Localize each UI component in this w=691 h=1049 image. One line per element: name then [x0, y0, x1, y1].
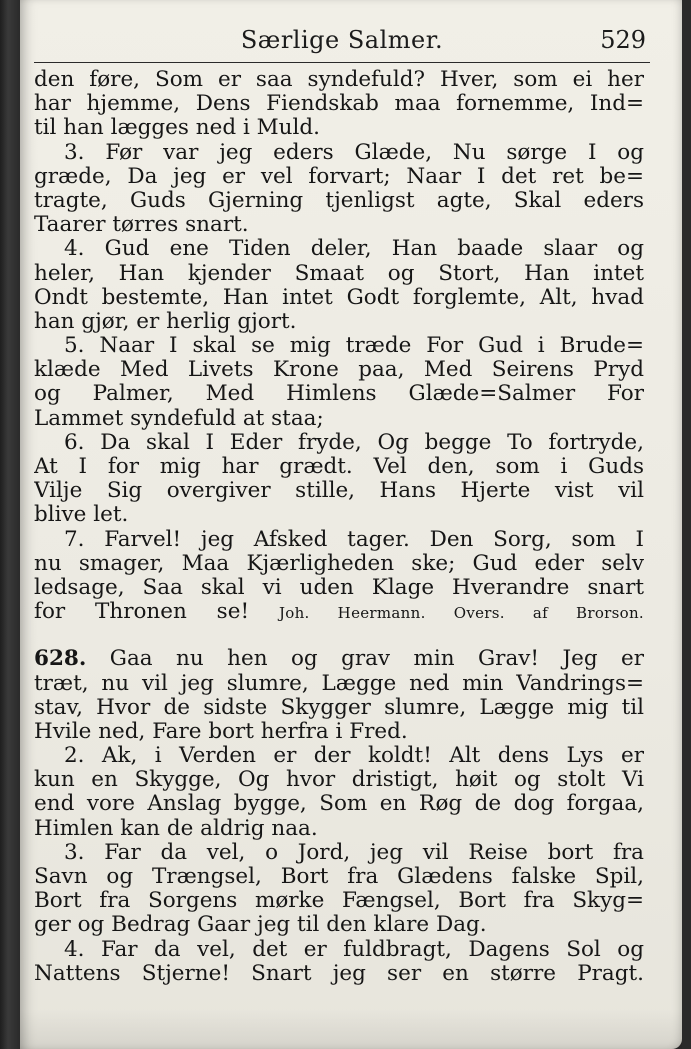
verse-3-line: 3. Før var jeg eders Glæde, Nu sørge I og — [64, 140, 644, 165]
text-line: har hjemme, Dens Fiendskab maa fornemme, Ind= — [34, 92, 644, 117]
text-line: Vilje Sig overgiver stille, Hans Hjerte vist vil — [34, 479, 644, 504]
book-page — [20, 0, 682, 1049]
text-line: og Palmer, Med Himlens Glæde=Salmer For — [34, 382, 644, 407]
verse-4-line: 4. Far da vel, det er fuldbragt, Dagens Sol og — [64, 937, 644, 962]
text-line: stav, Hvor de sidste Skygger slumre, Lægge mig til — [34, 695, 644, 720]
text-line: Bort fra Sorgens mørke Fængsel, Bort fra Skyg= — [34, 889, 644, 914]
text-line: den føre, Som er saa syndefuld? Hver, som ei her — [34, 68, 644, 92]
text-line: kun en Skygge, Og hvor dristigt, høit og stolt Vi — [34, 768, 644, 793]
text-line: tragte, Guds Gjerning tjenligst agte, Skal eders — [34, 188, 644, 213]
hymn-first-line — [34, 647, 644, 671]
text-line: ledsage, Saa skal vi uden Klage Hverandre snart — [34, 575, 644, 600]
text-line: Hvile ned, Fare bort herfra i Fred. — [34, 719, 408, 744]
running-title: Særlige Salmer. — [240, 26, 444, 54]
final-line — [34, 600, 644, 624]
text-line: end vore Anslag bygge, Som en Røg de dog forgaa, — [34, 792, 644, 817]
page-body — [34, 68, 644, 986]
text-line: Himlen kan de aldrig naa. — [34, 816, 318, 841]
verse-5-line: 5. Naar I skal se mig træde For Gud i Brude= — [64, 334, 644, 359]
text-line: Taarer tørres snart. — [34, 213, 249, 238]
final-line-text: for Thronen se! — [34, 600, 250, 625]
page-number: 529 — [600, 26, 646, 54]
text-line: til han lægges ned i Muld. — [34, 116, 320, 141]
verse-2-line: 2. Ak, i Verden er der koldt! Alt dens Lys er — [64, 744, 644, 769]
hymn-attribution: Joh. Heermann. Overs. af Brorson. — [278, 604, 644, 623]
hymn-separator — [34, 624, 644, 647]
text-line: Lammet syndefuld at staa; — [34, 406, 324, 431]
hymn-first-line-text: Gaa nu hen og grav min Grav! Jeg er — [109, 647, 644, 672]
text-line: han gjør, er herlig gjort. — [34, 309, 297, 334]
hymn-628 — [34, 647, 644, 986]
text-line: heler, Han kjender Smaat og Stort, Han intet — [34, 261, 644, 286]
page-header — [34, 22, 650, 63]
text-line: ger og Bedrag Gaar jeg til den klare Dag. — [34, 913, 487, 938]
text-line: træt, nu vil jeg slumre, Lægge ned min Vandrings= — [34, 671, 644, 696]
text-line: blive let. — [34, 503, 129, 528]
hymn-627-continuation — [34, 68, 644, 624]
text-line: At I for mig har grædt. Vel den, som i Guds — [34, 455, 644, 479]
verse-6-line: 6. Da skal I Eder fryde, Og begge To fortryde, — [64, 430, 644, 455]
hymn-number: 628. — [34, 647, 87, 672]
text-line: Nattens Stjerne! Snart jeg ser en større Pragt. — [34, 961, 644, 986]
text-line: Ondt bestemte, Han intet Godt forglemte, Alt, hvad — [34, 285, 644, 310]
text-line: klæde Med Livets Krone paa, Med Seirens Pryd — [34, 358, 644, 383]
verse-7-line: 7. Farvel! jeg Afsked tager. Den Sorg, som I — [64, 527, 644, 552]
text-line: Savn og Trængsel, Bort fra Glædens falske Spil, — [34, 865, 644, 889]
verse-3-line: 3. Far da vel, o Jord, jeg vil Reise bort fra — [64, 840, 644, 865]
verse-4-line: 4. Gud ene Tiden deler, Han baade slaar og — [64, 237, 644, 262]
text-line: græde, Da jeg er vel forvart; Naar I det ret be= — [34, 164, 644, 189]
text-line: nu smager, Maa Kjærligheden ske; Gud eder selv — [34, 551, 644, 576]
